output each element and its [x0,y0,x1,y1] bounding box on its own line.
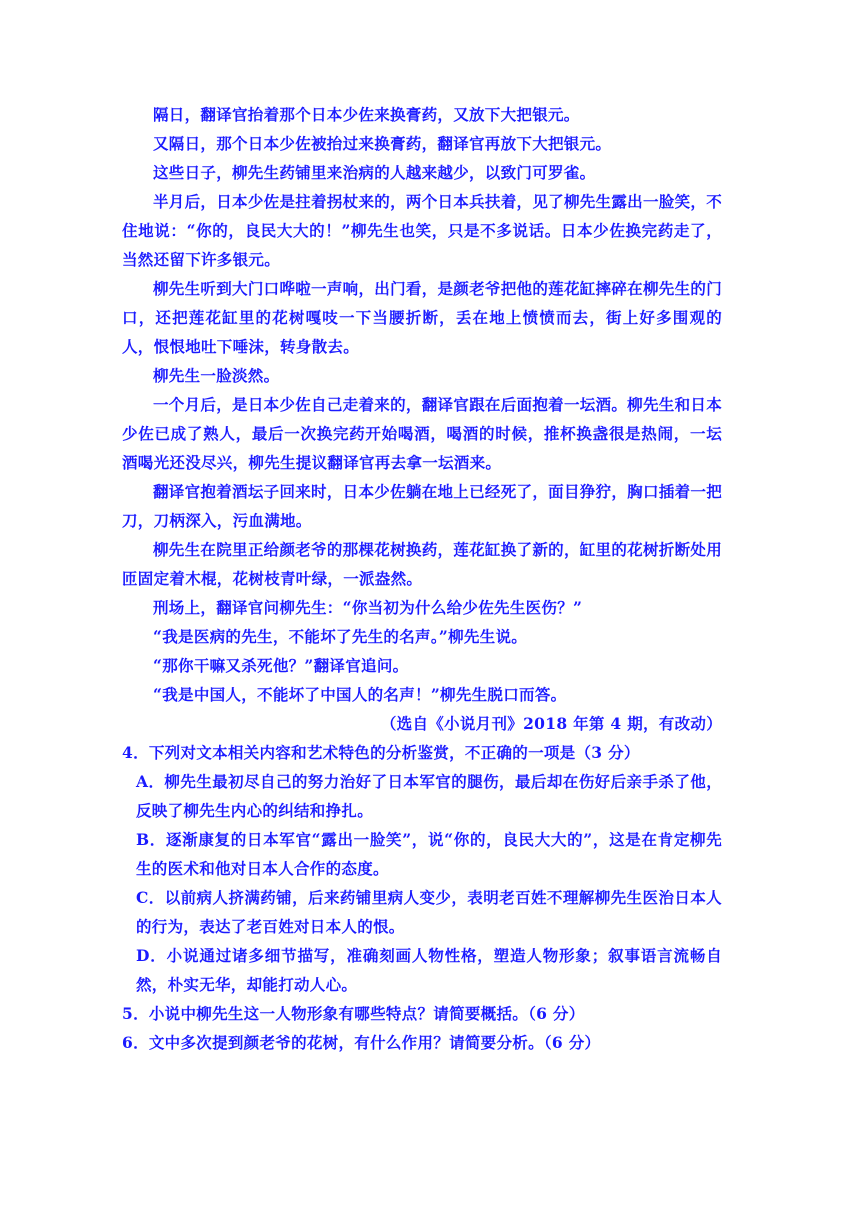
story-paragraph: 这些日子，柳先生药铺里来治病的人越来越少，以致门可罗雀。 [153,163,596,182]
question-4-option-b: B．逐渐康复的日本军官“露出一脸笑”，说“你的，良民大大的”，这是在肯定柳先生的医术和他对日本人合作的态度。 [136,830,722,878]
story-paragraph: 刑场上，翻译官问柳先生：“你当初为什么给少佐先生医伤？” [153,598,583,617]
story-paragraph: 又隔日，那个日本少佐被抬过来换膏药，翻译官再放下大把银元。 [153,134,612,153]
question-4-option-c: C．以前病人挤满药铺，后来药铺里病人变少，表明老百姓不理解柳先生医治日本人的行为，表达了老百姓对日本人的恨。 [136,888,722,936]
story-paragraph: 半月后，日本少佐是拄着拐杖来的，两个日本兵扶着，见了柳先生露出一脸笑，不住地说：“你的，良民大大的！”柳先生也笑，只是不多说话。日本少佐换完药走了，当然还留下许多银元。 [122,192,722,269]
story-paragraph: 一个月后，是日本少佐自己走着来的，翻译官跟在后面抱着一坛酒。柳先生和日本少佐已成了熟人，最后一次换完药开始喝酒，喝酒的时候，推杯换盏很是热闹，一坛酒喝光还没尽兴，柳先生提议翻译官再去拿一坛酒来。 [122,395,722,472]
story-paragraph: 柳先生一脸淡然。 [153,366,280,385]
question-4-option-d: D．小说通过诸多细节描写，准确刻画人物性格，塑造人物形象；叙事语言流畅自然，朴实无华，却能打动人心。 [136,946,722,994]
source-citation: （选自《小说月刊》2018 年第 4 期，有改动） [380,714,722,733]
question-4-option-a: A．柳先生最初尽自己的努力治好了日本军官的腿伤，最后却在伤好后亲手杀了他，反映了柳先生内心的纠结和挣扎。 [136,772,722,820]
question-6: 6．文中多次提到颜老爷的花树，有什么作用？请简要分析。（6 分） [122,1033,601,1052]
story-paragraph: 隔日，翻译官抬着那个日本少佐来换膏药，又放下大把银元。 [153,105,580,124]
story-paragraph: 柳先生在院里正给颜老爷的那棵花树换药，莲花缸换了新的，缸里的花树折断处用匝固定着木棍，花树枝青叶绿，一派盎然。 [122,540,722,588]
story-paragraph: “我是中国人，不能坏了中国人的名声！”柳先生脱口而答。 [153,685,567,704]
reading-passage [122,100,722,1057]
question-5: 5．小说中柳先生这一人物形象有哪些特点？请简要概括。（6 分） [122,1004,585,1023]
story-paragraph: 柳先生听到大门口哗啦一声响，出门看，是颜老爷把他的莲花缸摔碎在柳先生的门口，还把莲花缸里的花树嘎吱一下当腰折断，丢在地上愤愤而去，街上好多围观的人，恨恨地吐下唾沫，转身散去。 [122,279,722,356]
story-paragraph: “我是医病的先生，不能坏了先生的名声。”柳先生说。 [153,627,528,646]
story-paragraph: “那你干嘛又杀死他？”翻译官追问。 [153,656,409,675]
story-paragraph: 翻译官抱着酒坛子回来时，日本少佐躺在地上已经死了，面目狰狞，胸口插着一把刀，刀柄深入，污血满地。 [122,482,722,530]
question-4-stem: 4．下列对文本相关内容和艺术特色的分析鉴赏，不正确的一项是（3 分） [122,743,640,762]
